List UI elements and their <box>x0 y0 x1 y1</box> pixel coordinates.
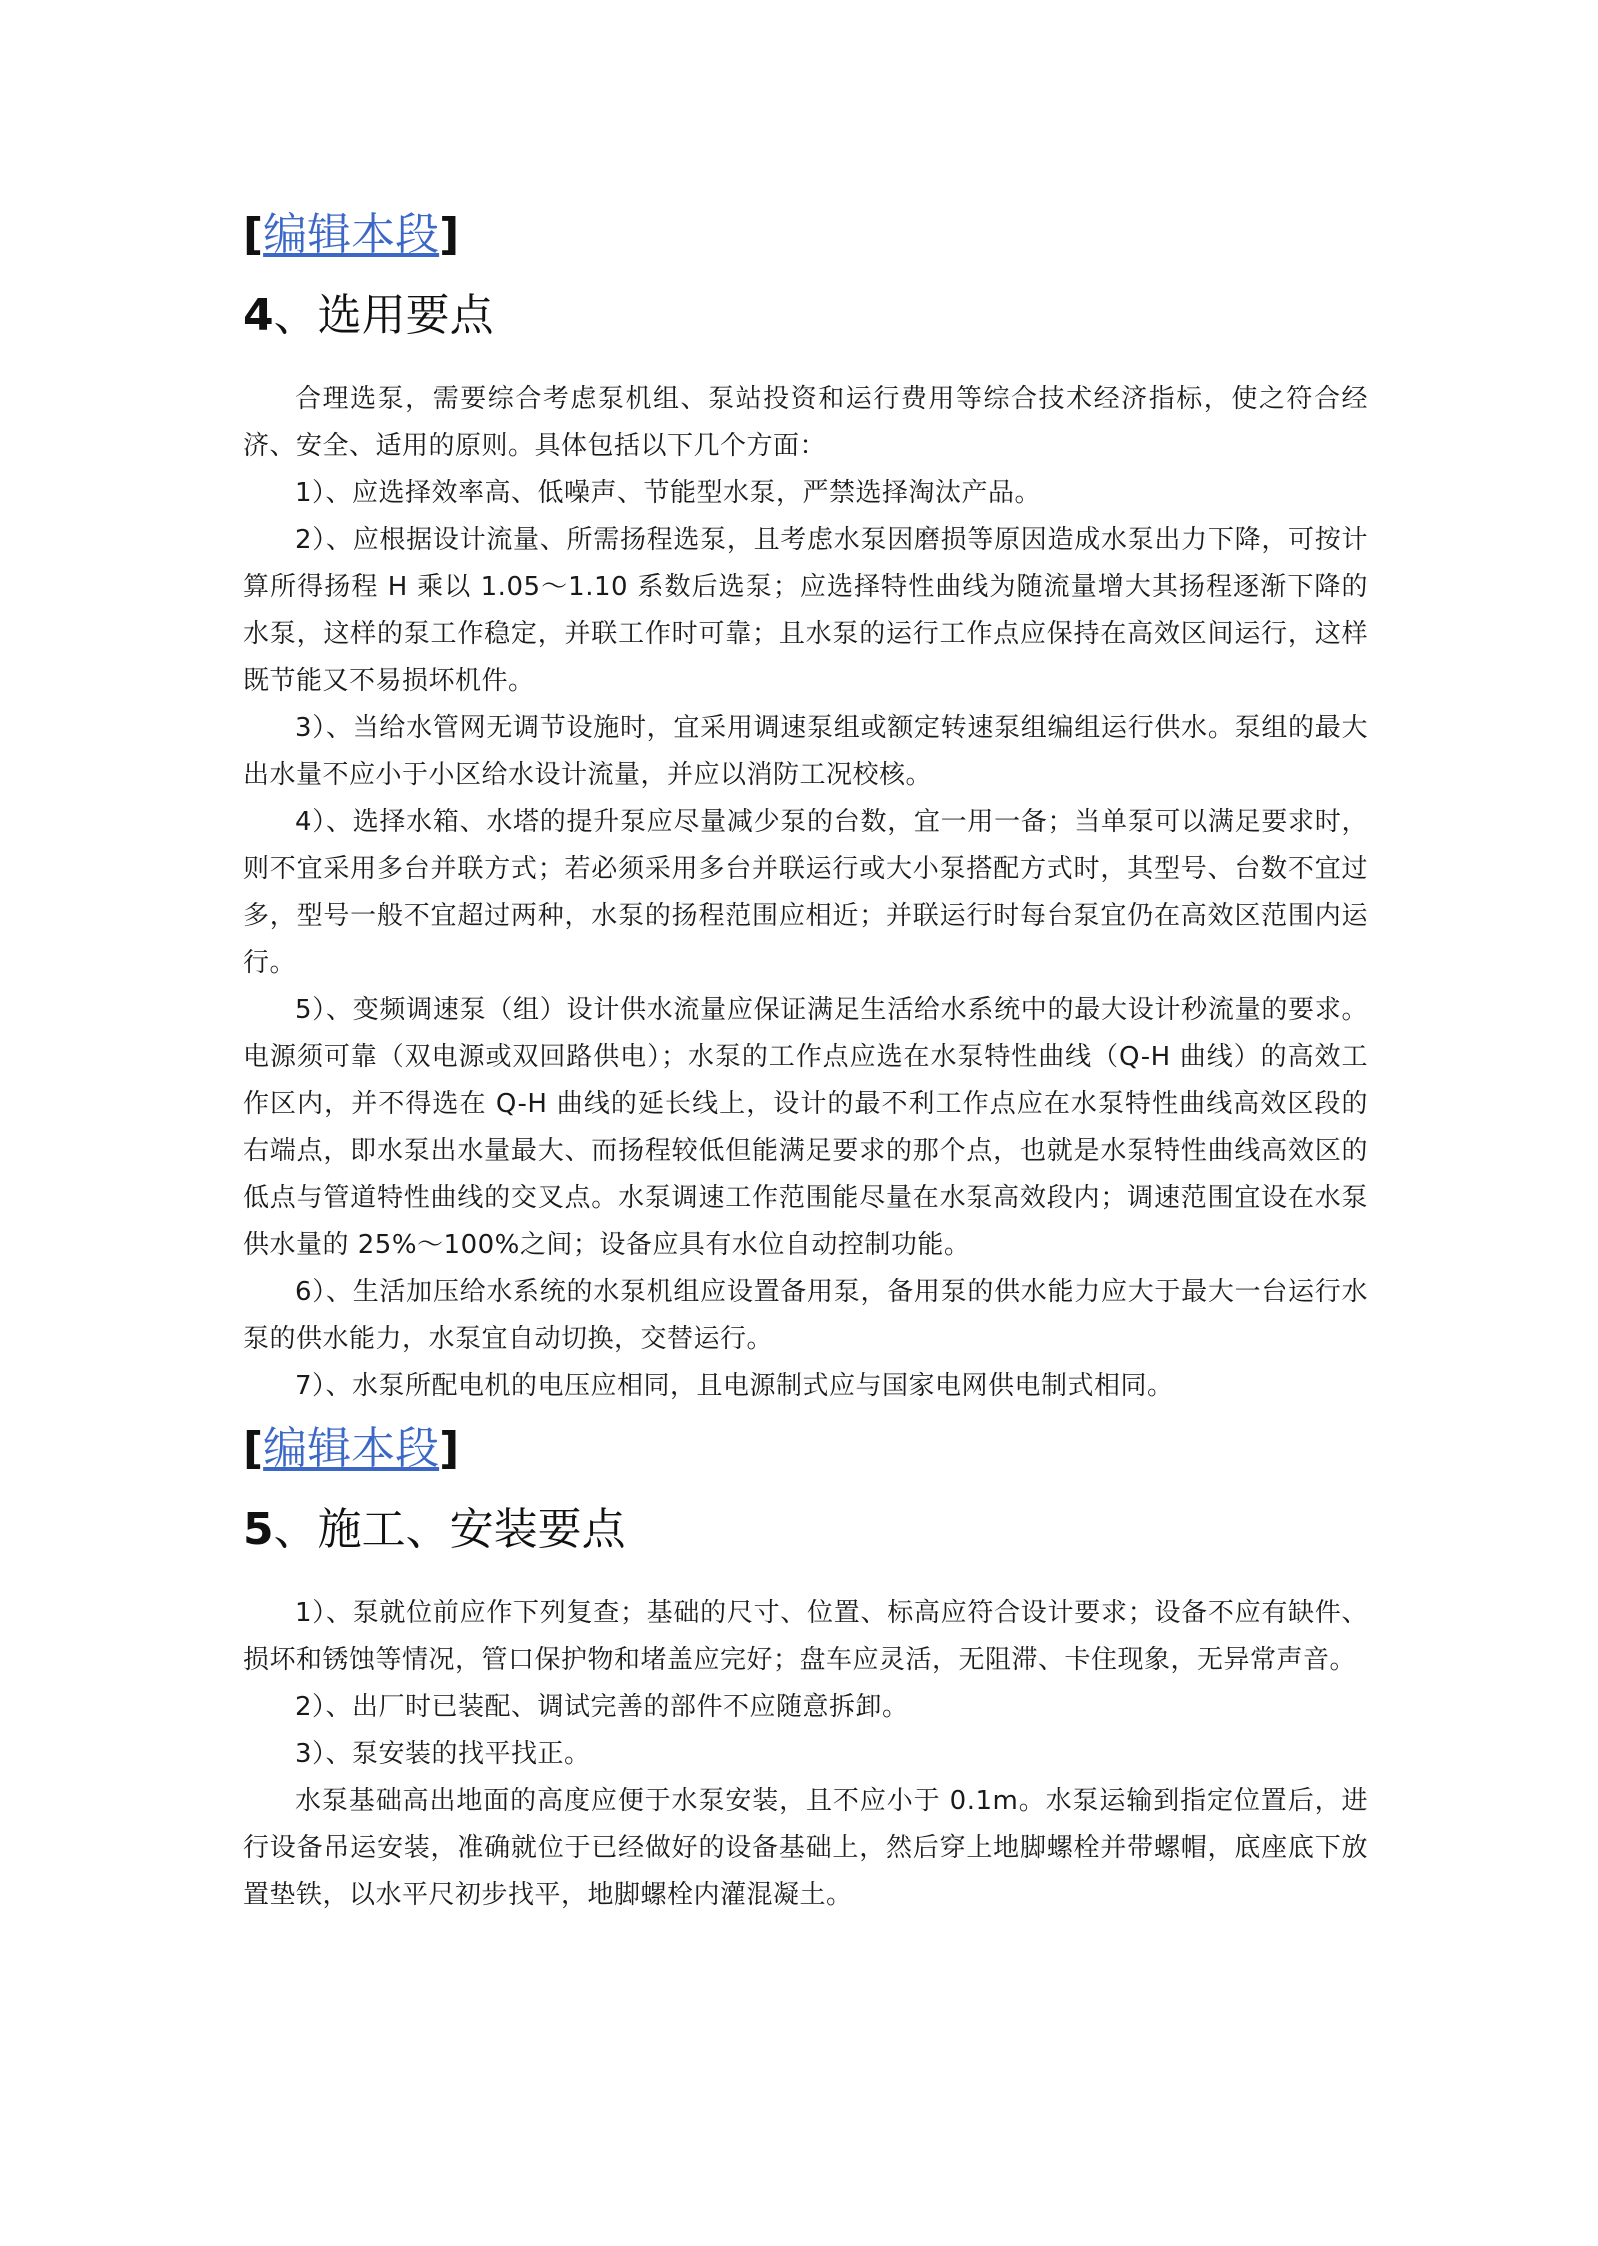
section-4-paragraph: 3）、当给水管网无调节设施时，宜采用调速泵组或额定转速泵组编组运行供水。泵组的最大出水量不应小于小区给水设计流量，并应以消防工况校核。 <box>243 713 1368 790</box>
document-content <box>243 200 1368 1919</box>
section-4-paragraph: 7）、水泵所配电机的电压应相同，且电源制式应与国家电网供电制式相同。 <box>295 1371 1174 1401</box>
bracket-open: [ <box>243 1423 264 1474</box>
section-5-title: 、施工、安装要点 <box>273 1504 626 1555</box>
section-4-paragraph: 6）、生活加压给水系统的水泵机组应设置备用泵，备用泵的供水能力应大于最大一台运行水泵的供水能力，水泵宜自动切换，交替运行。 <box>243 1277 1368 1354</box>
section-5-number: 5 <box>243 1504 274 1555</box>
section-5-paragraph: 水泵基础高出地面的高度应便于水泵安装，且不应小于 0.1m。水泵运输到指定位置后，进行设备吊运安装，准确就位于已经做好的设备基础上，然后穿上地脚螺栓并带螺帽，底座底下放置垫铁，以水平尺初步找平，地脚螺栓内灌混凝土。 <box>243 1786 1368 1910</box>
section-4-body <box>243 376 1368 1410</box>
section-5-heading <box>243 1484 1368 1576</box>
section-5-paragraph: 3）、泵安装的找平找正。 <box>295 1739 591 1769</box>
section-4-number: 4 <box>243 290 274 341</box>
section-4-paragraph: 5）、变频调速泵（组）设计供水流量应保证满足生活给水系统中的最大设计秒流量的要求。电源须可靠（双电源或双回路供电）；水泵的工作点应选在水泵特性曲线（Q-H 曲线）的高效工作区内，并不得选在 Q-H 曲线的延长线上，设计的最不利工作点应在水泵特性曲线高效区段的右端点，即水泵出水量最大、而扬程较低但能满足要求的那个点，也就是水泵特性曲线高效区的低点与管道特性曲线的交叉点。水泵调速工作范围能尽量在水泵高效段内；调速范围宜设在水泵供水量的 25%～100%之间；设备应具有水位自动控制功能。 <box>243 995 1368 1260</box>
section-4-paragraph: 1）、应选择效率高、低噪声、节能型水泵，严禁选择淘汰产品。 <box>295 478 1042 508</box>
bracket-open: [ <box>243 209 264 260</box>
bracket-close: ] <box>439 209 460 260</box>
edit-section-link-1[interactable]: 编辑本段 <box>263 209 440 260</box>
edit-section-link-2[interactable]: 编辑本段 <box>263 1423 440 1474</box>
section-5-body <box>243 1590 1368 1919</box>
edit-section-line-1 <box>243 200 1368 270</box>
section-4-paragraph: 4）、选择水箱、水塔的提升泵应尽量减少泵的台数，宜一用一备；当单泵可以满足要求时，则不宜采用多台并联方式；若必须采用多台并联运行或大小泵搭配方式时，其型号、台数不宜过多，型号一般不宜超过两种，水泵的扬程范围应相近；并联运行时每台泵宜仍在高效区范围内运行。 <box>243 807 1368 978</box>
section-4-title: 、选用要点 <box>273 290 494 341</box>
section-4-heading <box>243 270 1368 362</box>
bracket-close: ] <box>439 1423 460 1474</box>
section-4-paragraph: 合理选泵，需要综合考虑泵机组、泵站投资和运行费用等综合技术经济指标，使之符合经济、安全、适用的原则。具体包括以下几个方面： <box>243 384 1368 461</box>
section-4-paragraph: 2）、应根据设计流量、所需扬程选泵，且考虑水泵因磨损等原因造成水泵出力下降，可按计算所得扬程 H 乘以 1.05～1.10 系数后选泵；应选择特性曲线为随流量增大其扬程逐渐下降的水泵，这样的泵工作稳定，并联工作时可靠；且水泵的运行工作点应保持在高效区间运行，这样既节能又不易损坏机件。 <box>243 525 1368 696</box>
section-5-paragraph: 2）、出厂时已装配、调试完善的部件不应随意拆卸。 <box>295 1692 909 1722</box>
edit-section-line-2 <box>243 1414 1368 1484</box>
section-5-paragraph: 1）、泵就位前应作下列复查；基础的尺寸、位置、标高应符合设计要求；设备不应有缺件、损坏和锈蚀等情况，管口保护物和堵盖应完好；盘车应灵活，无阻滞、卡住现象，无异常声音。 <box>243 1598 1368 1675</box>
